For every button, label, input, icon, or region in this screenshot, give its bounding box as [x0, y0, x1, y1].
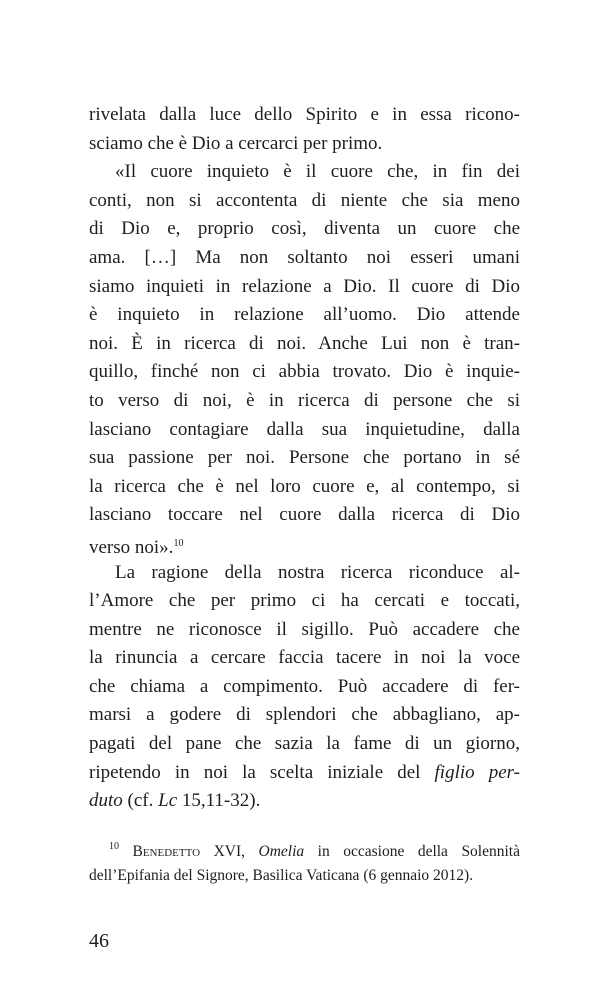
text-segment: mentre ne riconosce il sigillo. Può accadere che — [89, 618, 520, 640]
footnote-reference: 10 — [109, 841, 119, 852]
text-segment: è inquieto in relazione all’uomo. Dio attende — [89, 304, 520, 326]
text-segment — [119, 843, 133, 860]
text-line — [89, 759, 520, 788]
footnote — [89, 835, 520, 892]
body-text — [89, 101, 520, 816]
text-line — [89, 158, 520, 187]
text-segment: quillo, finché non ci abbia trovato. Dio è inquie- — [89, 361, 520, 383]
text-line — [89, 730, 520, 759]
footnote-line — [89, 835, 520, 864]
text-line — [89, 501, 520, 530]
footnote-reference: 10 — [173, 537, 184, 549]
text-segment: XVI, — [200, 843, 259, 860]
text-line — [89, 101, 520, 130]
footnote-line — [89, 864, 520, 893]
text-segment: noi. È in ricerca di noi. Anche Lui non è tran- — [89, 332, 520, 354]
text-segment: pagati del pane che sazia la fame di un giorno, — [89, 733, 520, 755]
text-line — [89, 416, 520, 445]
text-line — [89, 330, 520, 359]
text-line — [89, 787, 520, 816]
text-line — [89, 559, 520, 588]
text-segment: di Dio e, proprio così, diventa un cuore che — [89, 218, 520, 240]
text-line — [89, 244, 520, 273]
text-segment: rivelata dalla luce dello Spirito e in essa ricono- — [89, 104, 520, 125]
text-line — [89, 701, 520, 730]
text-line — [89, 644, 520, 673]
text-segment: La ragione della nostra ricerca riconduce al- — [115, 561, 520, 583]
text-segment: conti, non si accontenta di niente che sia meno — [89, 189, 520, 211]
text-segment: 15,11-32). — [177, 790, 261, 812]
text-line — [89, 301, 520, 330]
text-segment: lasciano toccare nel cuore dalla ricerca di Dio — [89, 504, 520, 526]
text-segment: che chiama a compimento. Può accadere di fer- — [89, 675, 520, 697]
text-segment: Benedetto — [132, 843, 201, 860]
text-line — [89, 358, 520, 387]
text-segment: ama. […] Ma non soltanto noi esseri umani — [89, 246, 520, 268]
page-number: 46 — [89, 930, 109, 952]
text-line — [89, 130, 520, 159]
text-line — [89, 387, 520, 416]
text-segment: sua passione per noi. Persone che portano in sé — [89, 447, 520, 469]
text-segment: sciamo che è Dio a cercarci per primo. — [89, 132, 383, 154]
text-segment: ripetendo in noi la scelta iniziale del — [89, 761, 435, 783]
text-segment: la ricerca che è nel loro cuore e, al contempo, si — [89, 475, 520, 497]
text-segment: marsi a godere di splendori che abbagliano, ap- — [89, 704, 520, 726]
text-line — [89, 187, 520, 216]
text-segment: la rinuncia a cercare faccia tacere in noi la voce — [89, 647, 520, 669]
text-segment: duto — [89, 790, 123, 812]
text-segment: lasciano contagiare dalla sua inquietudine, dalla — [89, 418, 520, 440]
text-line — [89, 530, 520, 559]
text-line — [89, 587, 520, 616]
text-segment: «Il cuore inquieto è il cuore che, in fin dei — [115, 161, 520, 183]
text-segment: in occasione della Solennità — [304, 843, 520, 860]
text-segment: Lc — [158, 790, 178, 812]
text-segment: siamo inquieti in relazione a Dio. Il cuore di Dio — [89, 275, 520, 297]
text-segment: verso noi». — [89, 536, 174, 558]
text-line — [89, 473, 520, 502]
text-segment: l’Amore che per primo ci ha cercati e toccati, — [89, 590, 520, 612]
text-segment: Omelia — [258, 843, 305, 860]
text-segment: to verso di noi, è in ricerca di persone che si — [89, 389, 520, 411]
text-segment: dell’Epifania del Signore, Basilica Vaticana (6 gennaio 2012). — [89, 866, 474, 884]
text-line — [89, 673, 520, 702]
text-line — [89, 616, 520, 645]
text-line — [89, 444, 520, 473]
text-line — [89, 215, 520, 244]
text-line — [89, 273, 520, 302]
text-segment: (cf. — [122, 790, 159, 812]
text-segment: figlio per- — [434, 761, 520, 783]
